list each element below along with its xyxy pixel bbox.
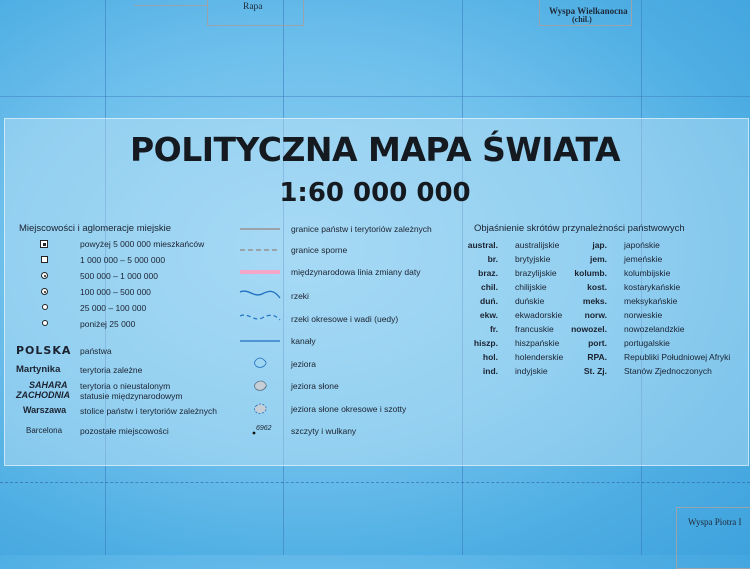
- abbreviation-code: br.: [487, 254, 498, 264]
- rapa-inset-frame-2: [207, 4, 208, 26]
- naming-label: terytoria o nieustalonym: [80, 381, 171, 391]
- naming-label: państwa: [80, 346, 112, 356]
- abbreviation-code: St. Zj.: [583, 366, 607, 376]
- lake-icon: [255, 358, 267, 368]
- abbreviations-heading: Objaśnienie skrótów przynależności państwowych: [474, 223, 685, 234]
- settlement-label: poniżej 25 000: [80, 319, 136, 329]
- abbreviation-meaning: hiszpańskie: [515, 338, 560, 348]
- abbreviation-meaning: brytyjskie: [515, 254, 551, 264]
- abbreviation-meaning: portugalskie: [624, 338, 670, 348]
- naming-label: terytoria zależne: [80, 365, 143, 375]
- abbreviation-code: jap.: [592, 240, 607, 250]
- abbreviation-code: hol.: [482, 352, 498, 362]
- settlement-label: 1 000 000 – 5 000 000: [80, 255, 166, 265]
- line-legend-label: jeziora słone: [291, 381, 339, 391]
- abbreviation-meaning: ekwadorskie: [515, 310, 563, 320]
- abbreviation-meaning: australijskie: [515, 240, 560, 250]
- settlement-label: 25 000 – 100 000: [80, 303, 147, 313]
- abbreviation-code: port.: [588, 338, 607, 348]
- abbreviation-code: norw.: [584, 310, 607, 320]
- abbreviation-code: jem.: [589, 254, 607, 264]
- abbreviation-code: RPA.: [587, 352, 607, 362]
- abbreviation-meaning: norweskie: [624, 310, 663, 320]
- abbreviation-code: ekw.: [479, 310, 498, 320]
- seasonal-salt-lake-icon: [255, 404, 267, 414]
- legend-line-symbols: [236, 220, 286, 445]
- tropic-line: [0, 482, 750, 483]
- abbreviation-code: austral.: [467, 240, 498, 250]
- abbreviation-code: nowozel.: [571, 324, 607, 334]
- settlement-symbol-small: [42, 320, 48, 326]
- easter-island-label: Wyspa Wielkanocna: [549, 6, 628, 16]
- abbreviation-code: fr.: [489, 324, 498, 334]
- line-legend-label: granice sporne: [291, 245, 348, 255]
- peter-island-inset-frame: [676, 507, 750, 569]
- peak-icon: [253, 432, 256, 435]
- settlement-symbol-100k: [41, 288, 48, 295]
- abbreviation-meaning: chilijskie: [515, 282, 547, 292]
- abbreviation-meaning: japońskie: [624, 240, 660, 250]
- settlements-heading: Miejscowości i aglomeracje miejskie: [19, 223, 172, 234]
- naming-sample-disputed: SAHARA: [29, 380, 68, 390]
- rapa-label: Rapa: [243, 2, 263, 12]
- abbreviation-meaning: kostarykańskie: [624, 282, 681, 292]
- abbreviation-code: meks.: [582, 296, 607, 306]
- naming-label: pozostałe miejscowości: [80, 426, 169, 436]
- settlement-symbol-5m: [40, 240, 48, 248]
- rapa-inset-frame-4: [303, 0, 304, 26]
- naming-label: stolice państw i terytoriów zależnych: [80, 406, 218, 416]
- settlement-label: 100 000 – 500 000: [80, 287, 151, 297]
- abbreviation-code: kolumb.: [574, 268, 607, 278]
- line-legend-label: granice państw i terytoriów zależnych: [291, 224, 432, 234]
- abbreviation-meaning: duńskie: [515, 296, 545, 306]
- settlement-label: powyżej 5 000 000 mieszkańców: [80, 239, 205, 249]
- abbreviation-code: chil.: [480, 282, 498, 292]
- abbreviation-meaning: Stanów Zjednoczonych: [624, 366, 712, 376]
- line-legend-label: kanały: [291, 336, 316, 346]
- abbreviation-meaning: meksykańskie: [624, 296, 678, 306]
- abbreviation-meaning: francuskie: [515, 324, 554, 334]
- line-legend-label: jeziora słone okresowe i szotty: [291, 404, 407, 414]
- peter-island-label: Wyspa Piotra I: [688, 517, 742, 527]
- settlement-symbol-25k: [42, 304, 48, 310]
- salt-lake-icon: [255, 381, 267, 391]
- rapa-inset-frame: [134, 0, 208, 6]
- settlement-label: 500 000 – 1 000 000: [80, 271, 158, 281]
- abbreviation-meaning: holenderskie: [515, 352, 564, 362]
- peak-value: 6962: [256, 425, 272, 432]
- rapa-inset-frame-3: [207, 25, 304, 26]
- abbreviation-meaning: jemeńskie: [624, 254, 663, 264]
- easter-island-owner: (chil.): [572, 15, 592, 24]
- map-scale: 1:60 000 000: [279, 178, 471, 208]
- river-icon: [240, 291, 280, 298]
- abbreviation-code: kost.: [587, 282, 607, 292]
- line-legend-label: rzeki okresowe i wadi (uedy): [291, 314, 399, 324]
- seasonal-river-icon: [240, 315, 280, 320]
- settlement-symbol-1m: [41, 256, 48, 263]
- naming-sample-capital: Warszawa: [23, 405, 67, 415]
- parallel-line: [0, 96, 750, 97]
- abbreviation-meaning: brazylijskie: [515, 268, 557, 278]
- naming-sample-town: Barcelona: [26, 426, 63, 435]
- naming-sample-disputed-2: ZACHODNIA: [16, 390, 70, 400]
- map-title: POLITYCZNA MAPA ŚWIATA: [129, 130, 621, 169]
- abbreviation-code: hiszp.: [473, 338, 498, 348]
- naming-sample-territory: Martynika: [16, 364, 61, 375]
- abbreviation-meaning: Republiki Południowej Afryki: [624, 352, 731, 362]
- abbreviation-code: braz.: [478, 268, 498, 278]
- abbreviation-meaning: nowozelandzkie: [624, 324, 685, 334]
- line-legend-label: rzeki: [291, 291, 309, 301]
- naming-label-2: statusie międzynarodowym: [80, 391, 183, 401]
- abbreviation-code: duń.: [480, 296, 498, 306]
- settlement-symbol-500k: [41, 272, 48, 279]
- line-legend-label: jeziora: [291, 359, 317, 369]
- abbreviation-meaning: kolumbijskie: [624, 268, 671, 278]
- naming-sample-country: POLSKA: [16, 344, 72, 357]
- line-legend-label: międzynarodowa linia zmiany daty: [291, 267, 421, 277]
- line-legend-label: szczyty i wulkany: [291, 426, 357, 436]
- abbreviation-meaning: indyjskie: [515, 366, 548, 376]
- abbreviation-code: ind.: [482, 366, 498, 376]
